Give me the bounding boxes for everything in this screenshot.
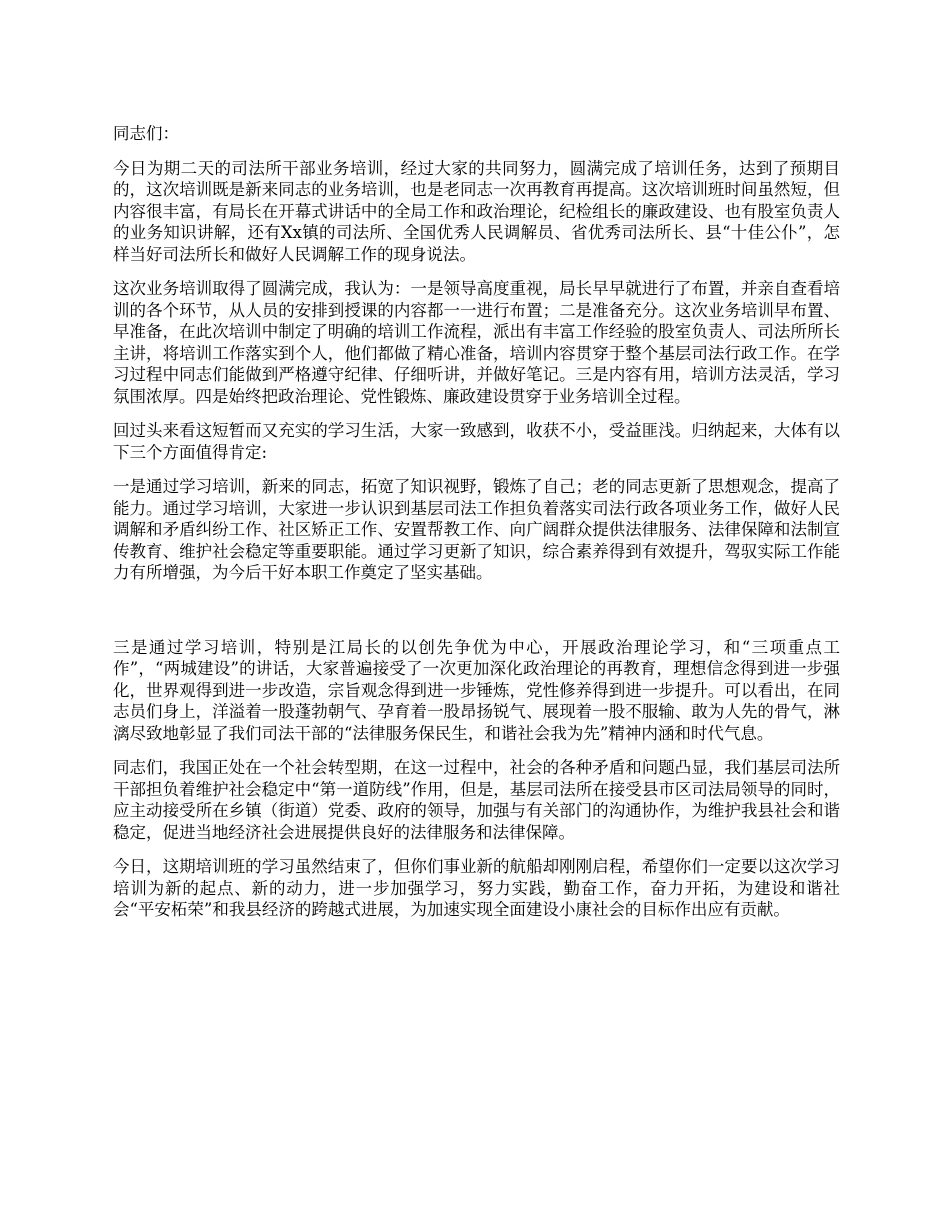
paragraph-point-three: 三是通过学习培训，特别是江局长的以创先争优为中心，开展政治理论学习，和“三项重点工作”，“两城建设”的讲话，大家普遍接受了一次更加深化政治理论的再教育，理想信念得到进一步强化，世界观得到进一步改造，宗旨观念得到进一步锤炼，党性修养得到进一步提升。可以看出，在同志员们身上，洋溢着一股蓬勃朝气、孕育着一股昂扬锐气、展现着一股不服输、敢为人先的骨气，淋漓尽致地彰显了我们司法干部的“法律服务保民生，和谐社会我为先”精神内涵和时代气息。 xyxy=(113,637,840,743)
paragraph-summary: 回过头来看这短暂而又充实的学习生活，大家一致感到，收获不小，受益匪浅。归纳起来，大体有以下三个方面值得肯定: xyxy=(113,421,840,462)
blank-gap xyxy=(113,597,840,637)
paragraph-closing: 今日，这期培训班的学习虽然结束了，但你们事业新的航船却刚刚启程，希望你们一定要以这次学习培训为新的起点、新的动力，进一步加强学习，努力实践，勤奋工作，奋力开拓，为建设和谐社会“平安柘荣”和我县经济的跨越式进展，为加速实现全面建设小康社会的目标作出应有贡献。 xyxy=(113,857,840,919)
paragraph-intro: 今日为期二天的司法所干部业务培训，经过大家的共同努力，圆满完成了培训任务，达到了预期目的，这次培训既是新来同志的业务培训，也是老同志一次再教育再提高。这次培训班时间虽然短，但内容很丰富，有局长在开幕式讲话中的全局工作和政治理论，纪检组长的廉政建设、也有股室负责人的业务知识讲解，还有Xx镇的司法所、全国优秀人民调解员、省优秀司法所长、县“十佳公仆”，怎样当好司法所长和做好人民调解工作的现身说法。 xyxy=(113,158,840,264)
paragraph-social-role: 同志们，我国正处在一个社会转型期，在这一过程中，社会的各种矛盾和问题凸显，我们基层司法所干部担负着维护社会稳定中“第一道防线”作用，但是，基层司法所在接受县市区司法局领导的同时，应主动接受所在乡镇（街道）党委、政府的领导，加强与有关部门的沟通协作，为维护我县社会和谐稳定，促进当地经济社会进展提供良好的法律服务和法律保障。 xyxy=(113,758,840,842)
document-body xyxy=(113,123,840,934)
paragraph-point-one: 一是通过学习培训，新来的同志，拓宽了知识视野，锻炼了自己；老的同志更新了思想观念，提高了能力。通过学习培训，大家进一步认识到基层司法工作担负着落实司法行政各项业务工作，做好人民调解和矛盾纠纷工作、社区矫正工作、安置帮教工作、向广阔群众提供法律服务、法律保障和法制宣传教育、维护社会稳定等重要职能。通过学习更新了知识，综合素养得到有效提升，驾驭实际工作能力有所增强，为今后干好本职工作奠定了坚实基础。 xyxy=(113,477,840,582)
greeting: 同志们： xyxy=(113,124,179,143)
paragraph-achievements: 这次业务培训取得了圆满完成，我认为：一是领导高度重视，局长早早就进行了布置，并亲自查看培训的各个环节，从人员的安排到授课的内容都一一进行布置；二是准备充分。这次业务培训早布置、早准备，在此次培训中制定了明确的培训工作流程，派出有丰富工作经验的股室负责人、司法所所长主讲，将培训工作落实到个人，他们都做了精心准备，培训内容贯穿于整个基层司法行政工作。在学习过程中同志们能做到严格遵守纪律、仔细听讲，并做好笔记。三是内容有用，培训方法灵活，学习氛围浓厚。四是始终把政治理论、党性锻炼、廉政建设贯穿于业务培训全过程。 xyxy=(113,279,840,406)
